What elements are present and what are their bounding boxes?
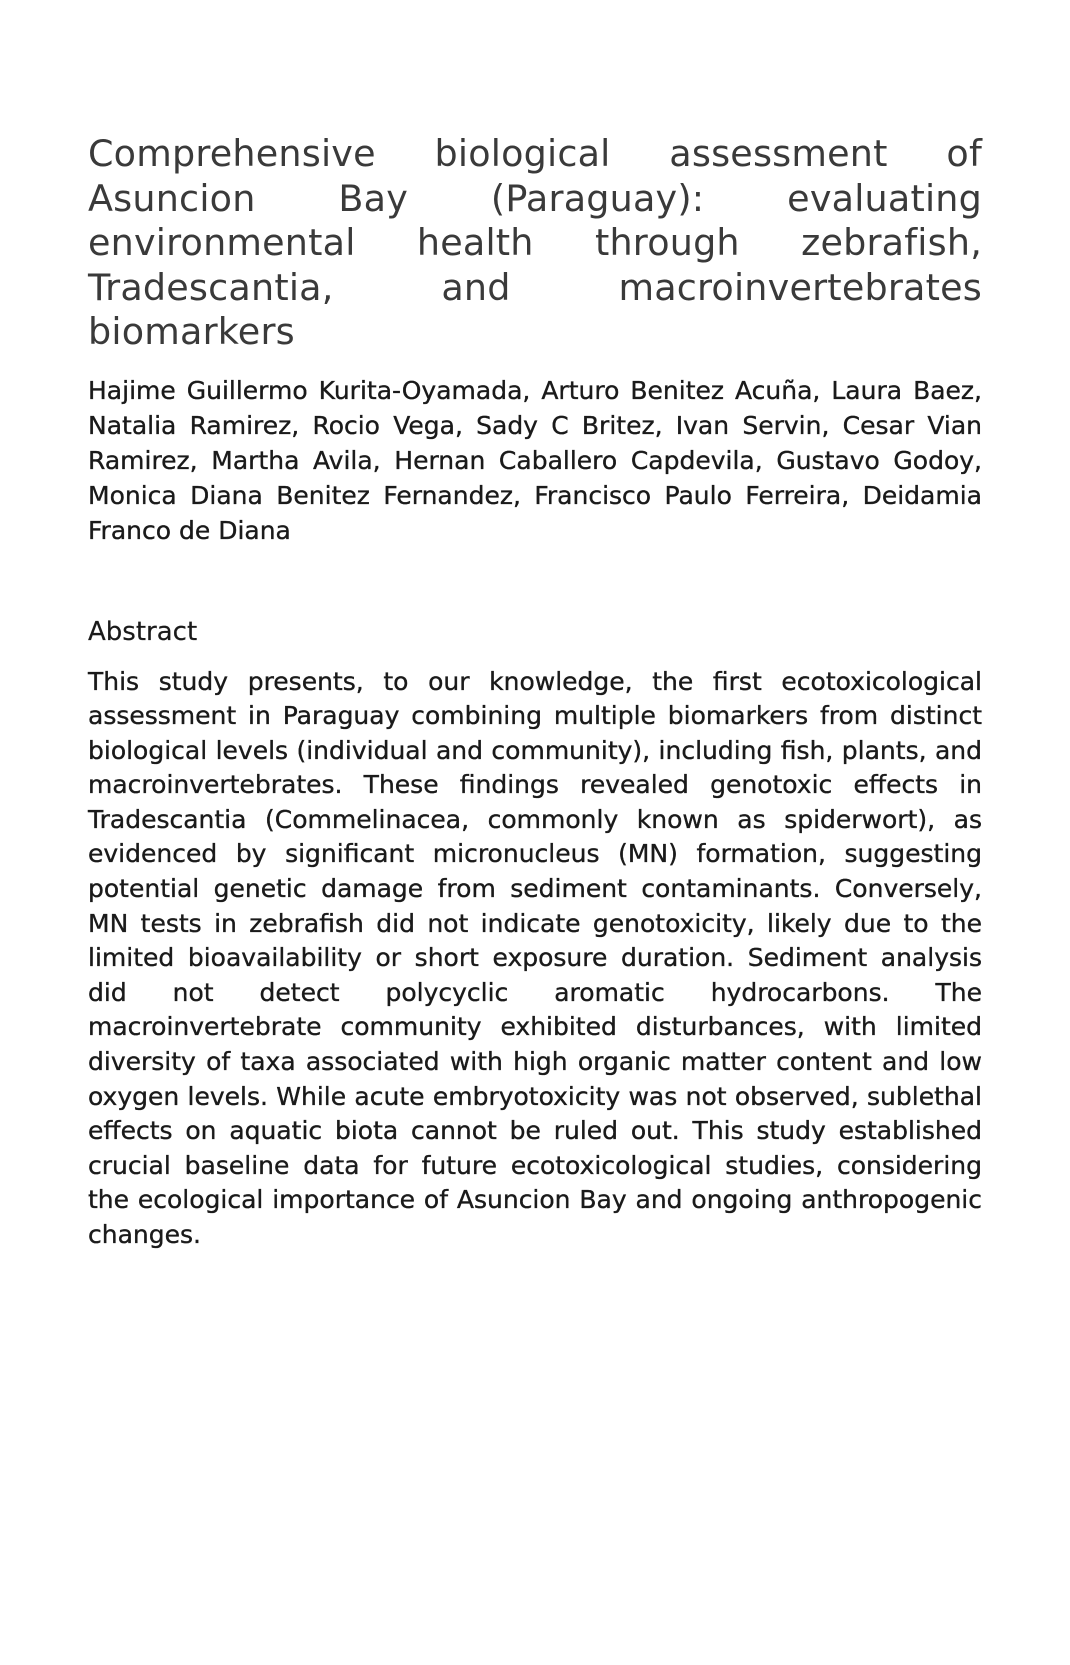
paper-title: Comprehensive biological assessment of Asuncion Bay (Paraguay): evaluating environmental health through zebrafish, Tradescantia, and macroinvertebrates biomarkers bbox=[88, 132, 982, 353]
abstract-heading: Abstract bbox=[88, 616, 198, 647]
abstract-text: This study presents, to our knowledge, the first ecotoxicological assessment in Paraguay combining multiple biomarkers from distinct biological levels (individual and community), including fish, plants, and macroinvertebrates. These findings revealed genotoxic effects in Tradescantia (Commelinacea, commonly known as spiderwort), as evidenced by significant micronucleus (MN) formation, suggesting potential genetic damage from sediment contaminants. Conversely, MN tests in zebrafish did not indicate genotoxicity, likely due to the limited bioavailability or short exposure duration. Sediment analysis did not detect polycyclic aromatic hydrocarbons. The macroinvertebrate community exhibited disturbances, with limited diversity of taxa associated with high organic matter content and low oxygen levels. While acute embryotoxicity was not observed, sublethal effects on aquatic biota cannot be ruled out. This study established crucial baseline data for future ecotoxicological studies, considering the ecological importance of Asuncion Bay and ongoing anthropogenic changes. bbox=[88, 666, 982, 1249]
paper-page bbox=[88, 132, 982, 1253]
author-list: Hajime Guillermo Kurita-Oyamada, Arturo Benitez Acuña, Laura Baez, Natalia Ramirez, Rocio Vega, Sady C Britez, Ivan Servin, Cesar Vian Ramirez, Martha Avila, Hernan Caballero Capdevila, Gustavo Godoy, Monica Diana Benitez Fernandez, Francisco Paulo Ferreira, Deidamia Franco de Diana bbox=[88, 375, 982, 545]
